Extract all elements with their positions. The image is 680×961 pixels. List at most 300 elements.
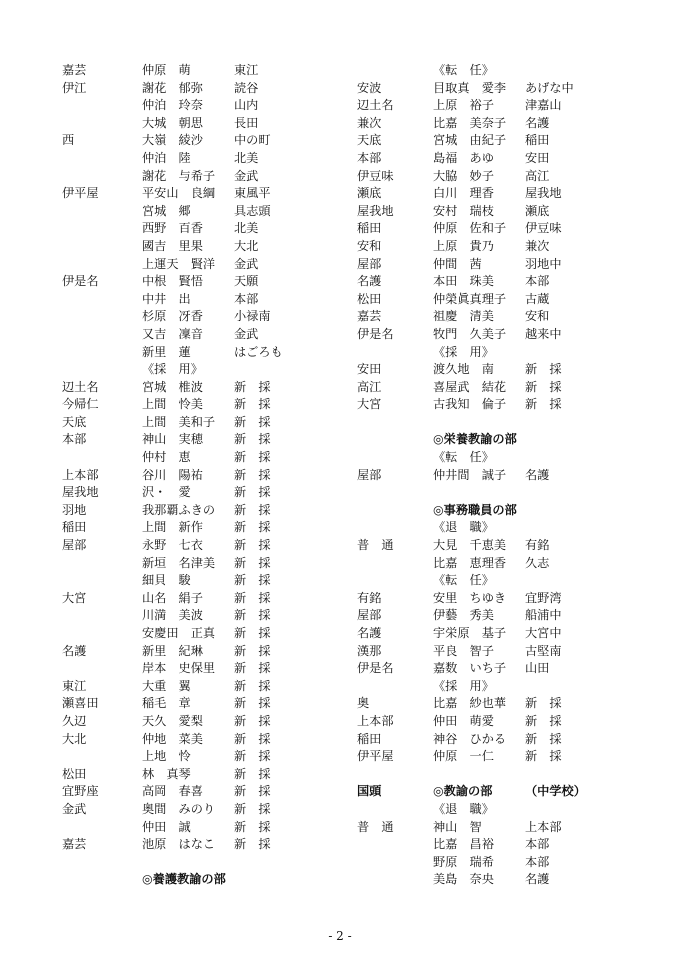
school-cell: 伊是名 <box>357 326 394 341</box>
destination-cell: 山内 <box>234 98 259 113</box>
right-column <box>357 62 657 889</box>
destination-cell: 金武 <box>234 256 259 271</box>
personnel-row <box>62 625 352 643</box>
personnel-row <box>357 836 657 854</box>
school-cell: 普 通 <box>357 819 394 834</box>
personnel-row <box>62 203 352 221</box>
personnel-row <box>62 572 352 590</box>
name-cell: ◎教諭の部 <box>433 784 493 799</box>
name-cell: 大城 朝思 <box>142 115 203 130</box>
personnel-row <box>62 62 352 80</box>
name-cell: 本田 珠美 <box>433 274 494 289</box>
school-cell: 奥 <box>357 696 370 711</box>
name-cell: 神山 実穂 <box>142 432 203 447</box>
personnel-row <box>62 431 352 449</box>
destination-cell: 安和 <box>525 309 550 324</box>
destination-cell: 大北 <box>234 238 259 253</box>
personnel-row <box>357 361 657 379</box>
destination-cell: 久志 <box>525 555 550 570</box>
school-cell: 天底 <box>62 414 87 429</box>
name-cell: 池原 はなこ <box>142 837 216 852</box>
destination-cell: 本部 <box>525 837 550 852</box>
destination-cell: 大宮中 <box>525 626 562 640</box>
destination-cell: 稲田 <box>525 133 550 148</box>
destination-cell: 安田 <box>525 150 550 165</box>
personnel-row <box>62 379 352 397</box>
destination-cell: 新 採 <box>234 467 271 482</box>
destination-cell: 名護 <box>525 467 550 482</box>
destination-cell: 北美 <box>234 221 259 236</box>
destination-cell: 瀬底 <box>525 203 550 218</box>
destination-cell: 新 採 <box>234 661 271 676</box>
school-cell: 今帰仁 <box>62 397 99 412</box>
school-cell: 屋我地 <box>357 203 394 218</box>
personnel-row <box>357 871 657 889</box>
name-cell: 中井 出 <box>142 291 191 306</box>
name-cell: 祖慶 清美 <box>433 309 494 324</box>
destination-cell: あげな中 <box>525 80 574 95</box>
section-heading-row <box>62 871 352 889</box>
school-cell: 伊是名 <box>62 274 99 289</box>
personnel-row <box>357 150 657 168</box>
school-cell: 東江 <box>62 678 87 693</box>
name-cell: 仲原 萌 <box>142 63 191 77</box>
destination-cell: 船浦中 <box>525 608 562 623</box>
name-cell: 上間 新作 <box>142 520 203 535</box>
name-cell: 沢・ 愛 <box>142 485 191 500</box>
destination-cell: 新 採 <box>525 713 562 728</box>
personnel-row <box>62 326 352 344</box>
destination-cell: 新 採 <box>525 362 562 377</box>
school-cell: 名護 <box>357 274 382 289</box>
name-cell: 《採 用》 <box>433 678 494 693</box>
name-cell: 新垣 名津美 <box>142 555 216 570</box>
name-cell: 渡久地 南 <box>433 362 494 377</box>
personnel-row <box>357 607 657 625</box>
school-cell: 天底 <box>357 133 382 148</box>
name-cell: 比嘉 恵理香 <box>433 555 507 570</box>
name-cell: 安里 ちゆき <box>433 590 507 605</box>
destination-cell: 新 採 <box>234 678 271 693</box>
destination-cell: 本部 <box>525 274 550 289</box>
destination-cell: 名護 <box>525 115 550 130</box>
name-cell: 中根 賢悟 <box>142 274 203 289</box>
name-cell: 嘉数 いち子 <box>433 661 507 676</box>
destination-cell: （中学校） <box>525 784 586 799</box>
personnel-row <box>357 643 657 661</box>
name-cell: 國吉 里果 <box>142 238 203 253</box>
personnel-row <box>62 643 352 661</box>
personnel-row <box>62 607 352 625</box>
name-cell: 神山 智 <box>433 819 482 834</box>
personnel-row <box>357 396 657 414</box>
name-cell: 《転 任》 <box>433 573 494 588</box>
name-cell: 細貝 駿 <box>142 573 191 588</box>
personnel-row <box>62 273 352 291</box>
personnel-row <box>357 220 657 238</box>
name-cell: 牧門 久美子 <box>433 326 507 341</box>
personnel-row <box>357 326 657 344</box>
personnel-row <box>357 344 657 362</box>
school-cell: 松田 <box>357 291 382 306</box>
destination-cell: 上本部 <box>525 819 562 834</box>
school-cell: 伊是名 <box>357 661 394 676</box>
personnel-row <box>357 115 657 133</box>
personnel-row <box>357 801 657 819</box>
school-cell: 松田 <box>62 766 87 781</box>
personnel-row <box>357 625 657 643</box>
school-cell: 安田 <box>357 362 382 377</box>
personnel-row <box>62 308 352 326</box>
destination-cell: 新 採 <box>234 749 271 764</box>
personnel-row <box>357 519 657 537</box>
destination-cell: 宜野湾 <box>525 590 562 605</box>
personnel-row <box>62 291 352 309</box>
name-cell: 杉原 冴香 <box>142 309 203 324</box>
destination-cell: 新 採 <box>234 432 271 447</box>
personnel-row <box>62 361 352 379</box>
name-cell: 岸本 史保里 <box>142 661 216 676</box>
school-cell: 大宮 <box>62 590 87 605</box>
name-cell: 仲原 佐和子 <box>433 221 507 236</box>
name-cell: 上原 貴乃 <box>433 238 494 253</box>
school-cell: 安和 <box>357 238 382 253</box>
personnel-row <box>62 801 352 819</box>
destination-cell: 名護 <box>525 872 550 887</box>
personnel-row <box>62 220 352 238</box>
name-cell: 上間 美和子 <box>142 414 216 429</box>
personnel-row <box>357 379 657 397</box>
name-cell: 謝花 与希子 <box>142 168 216 183</box>
destination-cell: 長田 <box>234 115 259 130</box>
destination-cell: 越来中 <box>525 326 562 341</box>
personnel-row <box>357 555 657 573</box>
school-cell: 屋我地 <box>62 485 99 500</box>
destination-cell: 伊豆味 <box>525 221 562 236</box>
destination-cell: 新 採 <box>234 502 271 517</box>
destination-cell: 小禄南 <box>234 309 271 324</box>
name-cell: 上地 怜 <box>142 749 191 764</box>
name-cell: 仲泊 玲奈 <box>142 98 203 113</box>
destination-cell: 新 採 <box>234 414 271 429</box>
destination-cell: 新 採 <box>525 731 562 746</box>
name-cell: ◎栄養教諭の部 <box>433 432 517 447</box>
name-cell: 上間 怜美 <box>142 397 203 412</box>
name-cell: 島福 あゆ <box>433 150 494 165</box>
name-cell: 伊藝 秀美 <box>433 608 494 623</box>
school-cell: 屋部 <box>357 608 382 623</box>
destination-cell: 新 採 <box>234 450 271 465</box>
personnel-row <box>62 185 352 203</box>
name-cell: 《退 職》 <box>433 520 494 535</box>
destination-cell: 新 採 <box>234 608 271 623</box>
school-cell: 高江 <box>357 379 382 394</box>
destination-cell: 金武 <box>234 168 259 183</box>
destination-cell: 新 採 <box>234 643 271 658</box>
school-cell: 西 <box>62 133 75 148</box>
name-cell: 比嘉 美奈子 <box>433 115 507 130</box>
destination-cell: はごろも <box>234 344 283 359</box>
name-cell: 宇栄原 基子 <box>433 626 507 640</box>
name-cell: 白川 理香 <box>433 186 494 201</box>
section-heading-row <box>357 502 657 520</box>
personnel-row <box>357 678 657 696</box>
personnel-row <box>357 256 657 274</box>
destination-cell: 羽地中 <box>525 256 562 271</box>
school-cell: 本部 <box>62 432 87 447</box>
destination-cell: 新 採 <box>525 749 562 764</box>
name-cell: 野原 瑞希 <box>433 854 494 869</box>
destination-cell: 新 採 <box>234 837 271 852</box>
personnel-row <box>62 660 352 678</box>
school-cell: 伊豆味 <box>357 168 394 183</box>
name-cell: 新里 蓮 <box>142 344 191 359</box>
school-cell: 伊平屋 <box>357 749 394 764</box>
name-cell: 美島 奈央 <box>433 872 494 887</box>
school-cell: 屋部 <box>357 256 382 271</box>
school-cell: 伊平屋 <box>62 186 99 201</box>
name-cell: 稲毛 章 <box>142 696 191 711</box>
destination-cell: 具志頭 <box>234 203 271 218</box>
personnel-row <box>62 590 352 608</box>
personnel-row <box>357 660 657 678</box>
destination-cell: 古蔵 <box>525 291 550 306</box>
destination-cell: 金武 <box>234 326 259 341</box>
destination-cell: 有銘 <box>525 538 550 553</box>
destination-cell: 北美 <box>234 150 259 165</box>
name-cell: 高岡 春喜 <box>142 784 203 799</box>
name-cell: 仲泊 陸 <box>142 150 191 165</box>
school-cell: 稲田 <box>357 221 382 236</box>
destination-cell: 新 採 <box>234 696 271 711</box>
personnel-row <box>62 97 352 115</box>
personnel-row <box>62 467 352 485</box>
name-cell: 謝花 郁弥 <box>142 80 203 95</box>
personnel-row <box>62 414 352 432</box>
personnel-row <box>62 537 352 555</box>
school-cell: 羽地 <box>62 502 87 517</box>
school-cell: 辺土名 <box>357 98 394 113</box>
personnel-row <box>62 836 352 854</box>
name-cell: 大脇 妙子 <box>433 168 494 183</box>
personnel-row <box>62 695 352 713</box>
school-cell: 瀬喜田 <box>62 696 99 711</box>
personnel-row <box>357 62 657 80</box>
school-cell: 伊江 <box>62 80 87 95</box>
personnel-row <box>62 168 352 186</box>
destination-cell: 屋我地 <box>525 186 562 201</box>
personnel-row <box>62 678 352 696</box>
personnel-row <box>62 396 352 414</box>
destination-cell: 古堅南 <box>525 643 562 658</box>
name-cell: 宮城 椎波 <box>142 379 203 394</box>
personnel-row <box>62 132 352 150</box>
destination-cell: 新 採 <box>234 573 271 588</box>
name-cell: 山名 絹子 <box>142 590 203 605</box>
destination-cell: 本部 <box>234 291 259 306</box>
destination-cell: 新 採 <box>234 801 271 816</box>
destination-cell: 新 採 <box>234 520 271 535</box>
destination-cell: 新 採 <box>234 731 271 746</box>
personnel-row <box>62 502 352 520</box>
personnel-row <box>357 168 657 186</box>
destination-cell: 本部 <box>525 854 550 869</box>
name-cell: 天久 愛梨 <box>142 713 203 728</box>
school-cell: 上本部 <box>357 713 394 728</box>
personnel-row <box>62 854 352 872</box>
personnel-row <box>357 695 657 713</box>
school-cell: 上本部 <box>62 467 99 482</box>
name-cell: 仲村 恵 <box>142 450 191 465</box>
name-cell: 安村 瑞枝 <box>433 203 494 218</box>
personnel-row <box>357 766 657 784</box>
name-cell: 比嘉 昌裕 <box>433 837 494 852</box>
name-cell: 安慶田 正真 <box>142 626 216 640</box>
name-cell: 上原 裕子 <box>433 98 494 113</box>
personnel-row <box>62 449 352 467</box>
school-cell: 有銘 <box>357 590 382 605</box>
school-cell: 大宮 <box>357 397 382 412</box>
school-cell: 安波 <box>357 80 382 95</box>
name-cell: 新里 紀琳 <box>142 643 203 658</box>
name-cell: 宮城 郷 <box>142 203 191 218</box>
school-cell: 本部 <box>357 150 382 165</box>
destination-cell: 東風平 <box>234 186 271 201</box>
personnel-row <box>357 537 657 555</box>
destination-cell: 読谷 <box>234 80 259 95</box>
personnel-row <box>357 203 657 221</box>
personnel-row <box>357 308 657 326</box>
destination-cell: 新 採 <box>234 538 271 553</box>
school-cell: 宜野座 <box>62 784 99 799</box>
personnel-row <box>62 713 352 731</box>
destination-cell: 新 採 <box>234 379 271 394</box>
personnel-row <box>62 256 352 274</box>
destination-cell: 新 採 <box>234 590 271 605</box>
destination-cell: 新 採 <box>234 819 271 834</box>
destination-cell: 新 採 <box>234 485 271 500</box>
name-cell: 比嘉 紗也華 <box>433 696 507 711</box>
personnel-row <box>357 484 657 502</box>
personnel-row <box>62 555 352 573</box>
name-cell: 西野 百香 <box>142 221 203 236</box>
name-cell: 上運天 賢洋 <box>142 256 216 271</box>
personnel-row <box>62 748 352 766</box>
school-cell: 兼次 <box>357 115 382 130</box>
destination-cell: 高江 <box>525 168 550 183</box>
personnel-row <box>62 731 352 749</box>
destination-cell: 新 採 <box>234 713 271 728</box>
section-heading-row <box>357 431 657 449</box>
name-cell: 仲榮眞真理子 <box>433 291 507 306</box>
school-cell: 辺土名 <box>62 379 99 394</box>
school-cell: 嘉芸 <box>357 309 382 324</box>
name-cell: 《転 任》 <box>433 450 494 465</box>
personnel-row <box>62 238 352 256</box>
name-cell: ◎養護教諭の部 <box>142 872 226 887</box>
school-cell: 大北 <box>62 731 87 746</box>
name-cell: 《退 職》 <box>433 801 494 816</box>
destination-cell: 新 採 <box>525 696 562 711</box>
school-cell: 金武 <box>62 801 87 816</box>
name-cell: 平良 智子 <box>433 643 494 658</box>
school-cell: 屋部 <box>357 467 382 482</box>
name-cell: 《採 用》 <box>433 344 494 359</box>
personnel-row <box>357 713 657 731</box>
school-cell: 嘉芸 <box>62 837 87 852</box>
personnel-row <box>357 291 657 309</box>
page-number: - 2 - <box>328 929 352 943</box>
destination-cell: 新 採 <box>234 766 271 781</box>
name-cell: 谷川 陽祐 <box>142 467 203 482</box>
personnel-row <box>357 414 657 432</box>
school-cell: 稲田 <box>357 731 382 746</box>
name-cell: 古我知 倫子 <box>433 397 507 412</box>
name-cell: 大嶺 綾沙 <box>142 133 203 148</box>
school-cell: 久辺 <box>62 713 87 728</box>
destination-cell: 山田 <box>525 661 550 676</box>
name-cell: ◎事務職員の部 <box>433 502 517 517</box>
personnel-row <box>357 273 657 291</box>
name-cell: 又吉 凜音 <box>142 326 203 341</box>
name-cell: 仲田 萌愛 <box>433 713 494 728</box>
personnel-row <box>357 572 657 590</box>
personnel-row <box>62 115 352 133</box>
school-cell: 嘉芸 <box>62 63 87 77</box>
personnel-row <box>357 185 657 203</box>
destination-cell: 新 採 <box>234 784 271 799</box>
name-cell: 大見 千恵美 <box>433 538 507 553</box>
destination-cell: 新 採 <box>234 397 271 412</box>
destination-cell: 新 採 <box>234 555 271 570</box>
school-cell: 名護 <box>357 626 382 640</box>
name-cell: 目取真 愛李 <box>433 80 507 95</box>
school-cell: 屋部 <box>62 538 87 553</box>
name-cell: 奥間 みのり <box>142 801 216 816</box>
personnel-row <box>357 467 657 485</box>
name-cell: 《採 用》 <box>142 362 203 377</box>
name-cell: 永野 七衣 <box>142 538 203 553</box>
school-cell: 名護 <box>62 643 87 658</box>
name-cell: 仲原 一仁 <box>433 749 494 764</box>
school-cell: 稲田 <box>62 520 87 535</box>
name-cell: 川満 美波 <box>142 608 203 623</box>
name-cell: 仲井間 誠子 <box>433 467 507 482</box>
personnel-row <box>62 766 352 784</box>
personnel-row <box>357 748 657 766</box>
name-cell: 喜屋武 結花 <box>433 379 507 394</box>
personnel-row <box>357 449 657 467</box>
destination-cell: 津嘉山 <box>525 98 562 113</box>
name-cell: 《転 任》 <box>433 63 494 77</box>
school-cell: 普 通 <box>357 538 394 553</box>
personnel-row <box>357 97 657 115</box>
name-cell: 宮城 由紀子 <box>433 133 507 148</box>
name-cell: 大重 翼 <box>142 678 191 693</box>
personnel-row <box>357 132 657 150</box>
personnel-row <box>62 80 352 98</box>
destination-cell: 東江 <box>234 63 259 77</box>
personnel-row <box>62 783 352 801</box>
destination-cell: 新 採 <box>234 626 271 640</box>
personnel-row <box>62 344 352 362</box>
school-cell: 国頭 <box>357 784 382 799</box>
personnel-row <box>357 590 657 608</box>
personnel-row <box>62 519 352 537</box>
destination-cell: 天願 <box>234 274 259 289</box>
name-cell: 林 真琴 <box>142 766 191 781</box>
name-cell: 平安山 良綱 <box>142 186 216 201</box>
